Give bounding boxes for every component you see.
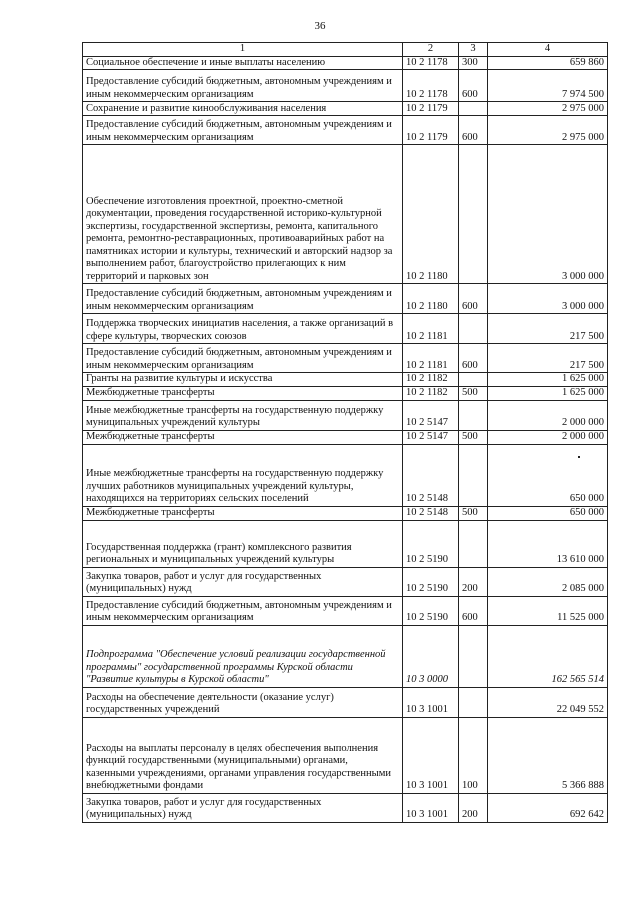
row-type: 300: [459, 56, 488, 70]
row-name: Государственная поддержка (грант) комплексного развития региональных и муниципальных учреждений культуры: [83, 520, 403, 567]
table-row: [83, 373, 608, 387]
row-amount: 7 974 500: [488, 70, 608, 102]
row-amount: 3 000 000: [488, 284, 608, 314]
row-code: 10 2 5190: [403, 567, 459, 596]
row-type: 600: [459, 344, 488, 373]
row-name: Сохранение и развитие кинообслуживания населения: [83, 102, 403, 116]
row-code: 10 2 1179: [403, 116, 459, 145]
table-row: [83, 70, 608, 102]
row-name: Межбюджетные трансферты: [83, 506, 403, 520]
row-name: Закупка товаров, работ и услуг для государственных (муниципальных) нужд: [83, 567, 403, 596]
row-name: Обеспечение изготовления проектной, проектно-сметной документации, проведения государственной историко-культурной экспертизы, государственной экспертизы, ремонта, капитального ремонта, ремонтно-реставрационных, противоаварийных работ на памятниках истории и культуры, технический и авторский надзор за выполнением работ, благоустройство прилегающих к ним территорий и парковых зон: [83, 145, 403, 284]
row-amount: 1 625 000: [488, 373, 608, 387]
table-row: [83, 444, 608, 506]
table-row: [83, 520, 608, 567]
row-code: 10 2 1181: [403, 314, 459, 344]
row-name: Расходы на обеспечение деятельности (оказание услуг) государственных учреждений: [83, 687, 403, 717]
table-row: [83, 116, 608, 145]
row-type: 500: [459, 506, 488, 520]
table-row: [83, 793, 608, 822]
table-row: [83, 430, 608, 444]
row-amount: 650 000: [488, 444, 608, 506]
row-amount: 2 975 000: [488, 102, 608, 116]
row-amount: 2 000 000: [488, 400, 608, 430]
scan-mark: [578, 456, 580, 458]
row-amount: 3 000 000: [488, 145, 608, 284]
row-amount: 22 049 552: [488, 687, 608, 717]
row-code: 10 3 1001: [403, 687, 459, 717]
row-type: [459, 102, 488, 116]
row-type: [459, 625, 488, 687]
row-type: [459, 400, 488, 430]
table-row: [83, 314, 608, 344]
table-row: [83, 56, 608, 70]
table-row: [83, 284, 608, 314]
row-type: [459, 145, 488, 284]
row-type: 100: [459, 717, 488, 793]
row-code: 10 2 1178: [403, 56, 459, 70]
table-row: [83, 567, 608, 596]
row-code: 10 2 1180: [403, 284, 459, 314]
row-type: 600: [459, 596, 488, 625]
row-code: 10 2 1180: [403, 145, 459, 284]
table-header-row: [83, 43, 608, 57]
row-name: Предоставление субсидий бюджетным, автономным учреждениям и иным некоммерческим организациям: [83, 70, 403, 102]
row-code: 10 2 5147: [403, 430, 459, 444]
row-type: [459, 687, 488, 717]
row-code: 10 2 5190: [403, 520, 459, 567]
row-type: 500: [459, 430, 488, 444]
row-code: 10 3 1001: [403, 793, 459, 822]
table-row: [83, 400, 608, 430]
row-name: Социальное обеспечение и иные выплаты населению: [83, 56, 403, 70]
row-code: 10 2 1181: [403, 344, 459, 373]
row-amount: 2 000 000: [488, 430, 608, 444]
row-name: Расходы на выплаты персоналу в целях обеспечения выполнения функций государственными (муниципальными) органами, казенными учреждениями, органами управления государственными внебюджетными фондами: [83, 717, 403, 793]
table-row: [83, 717, 608, 793]
row-code: 10 2 1182: [403, 373, 459, 387]
header-col-4: 4: [488, 43, 608, 57]
row-code: 10 3 0000: [403, 625, 459, 687]
row-amount: 692 642: [488, 793, 608, 822]
row-name: Гранты на развитие культуры и искусства: [83, 373, 403, 387]
row-name: Подпрограмма "Обеспечение условий реализации государственной программы" государственной программы Курской области "Развитие культуры в Курской области": [83, 625, 403, 687]
row-amount: 13 610 000: [488, 520, 608, 567]
table-row: [83, 145, 608, 284]
row-type: 600: [459, 284, 488, 314]
row-name: Предоставление субсидий бюджетным, автономным учреждениям и иным некоммерческим организациям: [83, 344, 403, 373]
row-type: 600: [459, 116, 488, 145]
row-amount: 217 500: [488, 314, 608, 344]
row-code: 10 2 5148: [403, 444, 459, 506]
page-number: 36: [314, 20, 326, 32]
header-col-1: 1: [83, 43, 403, 57]
table-row: [83, 596, 608, 625]
row-code: 10 2 1179: [403, 102, 459, 116]
row-amount: 11 525 000: [488, 596, 608, 625]
row-amount: 217 500: [488, 344, 608, 373]
row-type: 200: [459, 567, 488, 596]
row-type: 500: [459, 386, 488, 400]
row-name: Закупка товаров, работ и услуг для государственных (муниципальных) нужд: [83, 793, 403, 822]
row-code: 10 2 1178: [403, 70, 459, 102]
table-row: [83, 386, 608, 400]
header-col-3: 3: [459, 43, 488, 57]
row-name: Предоставление субсидий бюджетным, автономным учреждениям и иным некоммерческим организациям: [83, 596, 403, 625]
header-col-2: 2: [403, 43, 459, 57]
row-name: Межбюджетные трансферты: [83, 430, 403, 444]
row-amount: 5 366 888: [488, 717, 608, 793]
table-row: [83, 344, 608, 373]
table-row: [83, 506, 608, 520]
row-type: [459, 314, 488, 344]
row-amount: 659 860: [488, 56, 608, 70]
row-code: 10 2 1182: [403, 386, 459, 400]
row-amount: 1 625 000: [488, 386, 608, 400]
row-code: 10 2 5147: [403, 400, 459, 430]
row-type: [459, 444, 488, 506]
row-amount: 2 085 000: [488, 567, 608, 596]
row-amount: 162 565 514: [488, 625, 608, 687]
row-type: 600: [459, 70, 488, 102]
row-type: [459, 520, 488, 567]
row-name: Иные межбюджетные трансферты на государственную поддержку лучших работников муниципальных учреждений культуры, находящихся на территориях сельских поселений: [83, 444, 403, 506]
row-amount: 2 975 000: [488, 116, 608, 145]
budget-table: [82, 42, 608, 823]
table-row-subprogram: [83, 625, 608, 687]
table-row: [83, 102, 608, 116]
row-name: Предоставление субсидий бюджетным, автономным учреждениям и иным некоммерческим организациям: [83, 116, 403, 145]
row-type: 200: [459, 793, 488, 822]
row-name: Межбюджетные трансферты: [83, 386, 403, 400]
row-name: Иные межбюджетные трансферты на государственную поддержку муниципальных учреждений культуры: [83, 400, 403, 430]
row-code: 10 3 1001: [403, 717, 459, 793]
row-name: Предоставление субсидий бюджетным, автономным учреждениям и иным некоммерческим организациям: [83, 284, 403, 314]
row-code: 10 2 5148: [403, 506, 459, 520]
row-amount: 650 000: [488, 506, 608, 520]
row-code: 10 2 5190: [403, 596, 459, 625]
table-row: [83, 687, 608, 717]
row-name: Поддержка творческих инициатив населения, а также организаций в сфере культуры, творческих союзов: [83, 314, 403, 344]
row-type: [459, 373, 488, 387]
